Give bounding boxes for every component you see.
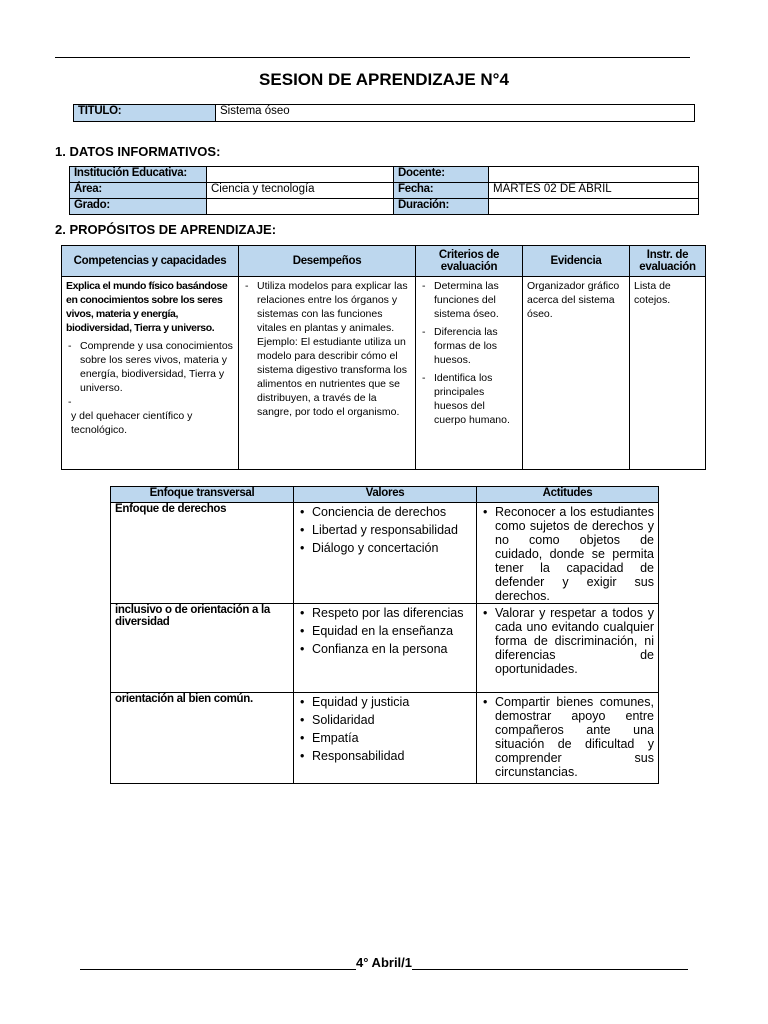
criterio-item: - Identifica los principales huesos del cuerpo humano. xyxy=(420,371,518,427)
evidencia-cell: Organizador gráfico acerca del sistema óseo. xyxy=(523,277,630,470)
titulo-value: Sistema óseo xyxy=(216,105,695,122)
page-title: SESION DE APRENDIZAJE N°4 xyxy=(259,70,509,89)
header-instrumento: Instr. de evaluación xyxy=(630,246,706,277)
valor-item: • Responsabilidad xyxy=(298,747,472,765)
docente-label: Docente: xyxy=(394,167,489,183)
enfoque-cell: inclusivo o de orientación a la diversidad xyxy=(111,604,294,693)
duracion-label: Duración: xyxy=(394,199,489,215)
header-competencias: Competencias y capacidades xyxy=(62,246,239,277)
header-enfoque: Enfoque transversal xyxy=(111,487,294,503)
section-propositos: 2. PROPÓSITOS DE APRENDIZAJE: xyxy=(55,222,277,237)
area-value: Ciencia y tecnología xyxy=(207,183,394,199)
valores-cell xyxy=(294,503,477,604)
actitud-item: • Reconocer a los estudiantes como sujetos de derechos y no como objetos de cuidado, donde se permita tener la capacidad de defender y exigir sus derechos. xyxy=(481,505,654,603)
criterio-item: - Determina las funciones del sistema óseo. xyxy=(420,279,518,321)
capacidad-extra: y del quehacer científico y tecnológico. xyxy=(71,410,193,436)
datos-table xyxy=(69,166,699,215)
competencias-cell xyxy=(62,277,239,470)
valor-item: • Equidad y justicia xyxy=(298,693,472,711)
area-label: Área: xyxy=(70,183,207,199)
fecha-value: MARTES 02 DE ABRIL xyxy=(489,183,699,199)
grado-label: Grado: xyxy=(70,199,207,215)
capacidad-item: - Comprende y usa conocimientos sobre los seres vivos, materia y energía, biodiversidad, Tierra y universo. xyxy=(66,339,234,395)
desempeno-item: - Utiliza modelos para explicar las relaciones entre los órganos y sistemas con las funciones vitales en plantas y animales. Ejemplo: El estudiante utiliza un modelo para describir cómo el sistema digestivo transforma los alimentos en nutrientes que se distribuyen, a través de la sangre, por todo el organismo. xyxy=(243,279,411,419)
actitudes-cell xyxy=(477,503,659,604)
top-rule xyxy=(55,57,690,58)
competencia-text: Explica el mundo físico basándose en conocimientos sobre los seres vivos, materia y energía, biodiversidad, Tierra y universo. xyxy=(66,280,228,334)
valor-item: • Solidaridad xyxy=(298,711,472,729)
fecha-label: Fecha: xyxy=(394,183,489,199)
enfoque-cell: orientación al bien común. xyxy=(111,693,294,784)
footer-text: 4° Abril/1 xyxy=(356,955,413,970)
actitud-item: • Compartir bienes comunes, demostrar apoyo entre compañeros ante una situación de dificultad y comprender sus circunstancias. xyxy=(481,695,654,779)
actitudes-cell xyxy=(477,693,659,784)
criterios-cell xyxy=(416,277,523,470)
valor-item: • Equidad en la enseñanza xyxy=(298,622,472,640)
valor-item: • Conciencia de derechos xyxy=(298,503,472,521)
header-desempenos: Desempeños xyxy=(239,246,416,277)
institucion-label: Institución Educativa: xyxy=(70,167,207,183)
valor-item: • Respeto por las diferencias xyxy=(298,604,472,622)
enfoques-table xyxy=(110,486,659,784)
docente-value xyxy=(489,167,699,183)
institucion-value xyxy=(207,167,394,183)
valor-item: • Empatía xyxy=(298,729,472,747)
footer-rule-left xyxy=(80,959,356,970)
enfoque-cell: Enfoque de derechos xyxy=(111,503,294,604)
duracion-value xyxy=(489,199,699,215)
header-evidencia: Evidencia xyxy=(523,246,630,277)
desempenos-cell xyxy=(239,277,416,470)
instrumento-cell: Lista de cotejos. xyxy=(630,277,706,470)
titulo-label: TITULO: xyxy=(74,105,216,122)
actitud-item: • Valorar y respetar a todos y cada uno evitando cualquier forma de discriminación, ni diferencias de oportunidades. xyxy=(481,606,654,676)
valor-item: • Libertad y responsabilidad xyxy=(298,521,472,539)
valores-cell xyxy=(294,604,477,693)
valores-cell xyxy=(294,693,477,784)
valor-item: • Confianza en la persona xyxy=(298,640,472,658)
footer-rule-right xyxy=(412,959,688,970)
header-valores: Valores xyxy=(294,487,477,503)
propositos-table xyxy=(61,245,706,470)
capacidad-item xyxy=(66,395,234,409)
valor-item: • Diálogo y concertación xyxy=(298,539,472,557)
criterio-item: - Diferencia las formas de los huesos. xyxy=(420,325,518,367)
actitudes-cell xyxy=(477,604,659,693)
titulo-table xyxy=(73,104,695,122)
section-datos: 1. DATOS INFORMATIVOS: xyxy=(55,144,221,159)
header-actitudes: Actitudes xyxy=(477,487,659,503)
grado-value xyxy=(207,199,394,215)
page-footer xyxy=(80,955,688,970)
header-criterios: Criterios de evaluación xyxy=(416,246,523,277)
